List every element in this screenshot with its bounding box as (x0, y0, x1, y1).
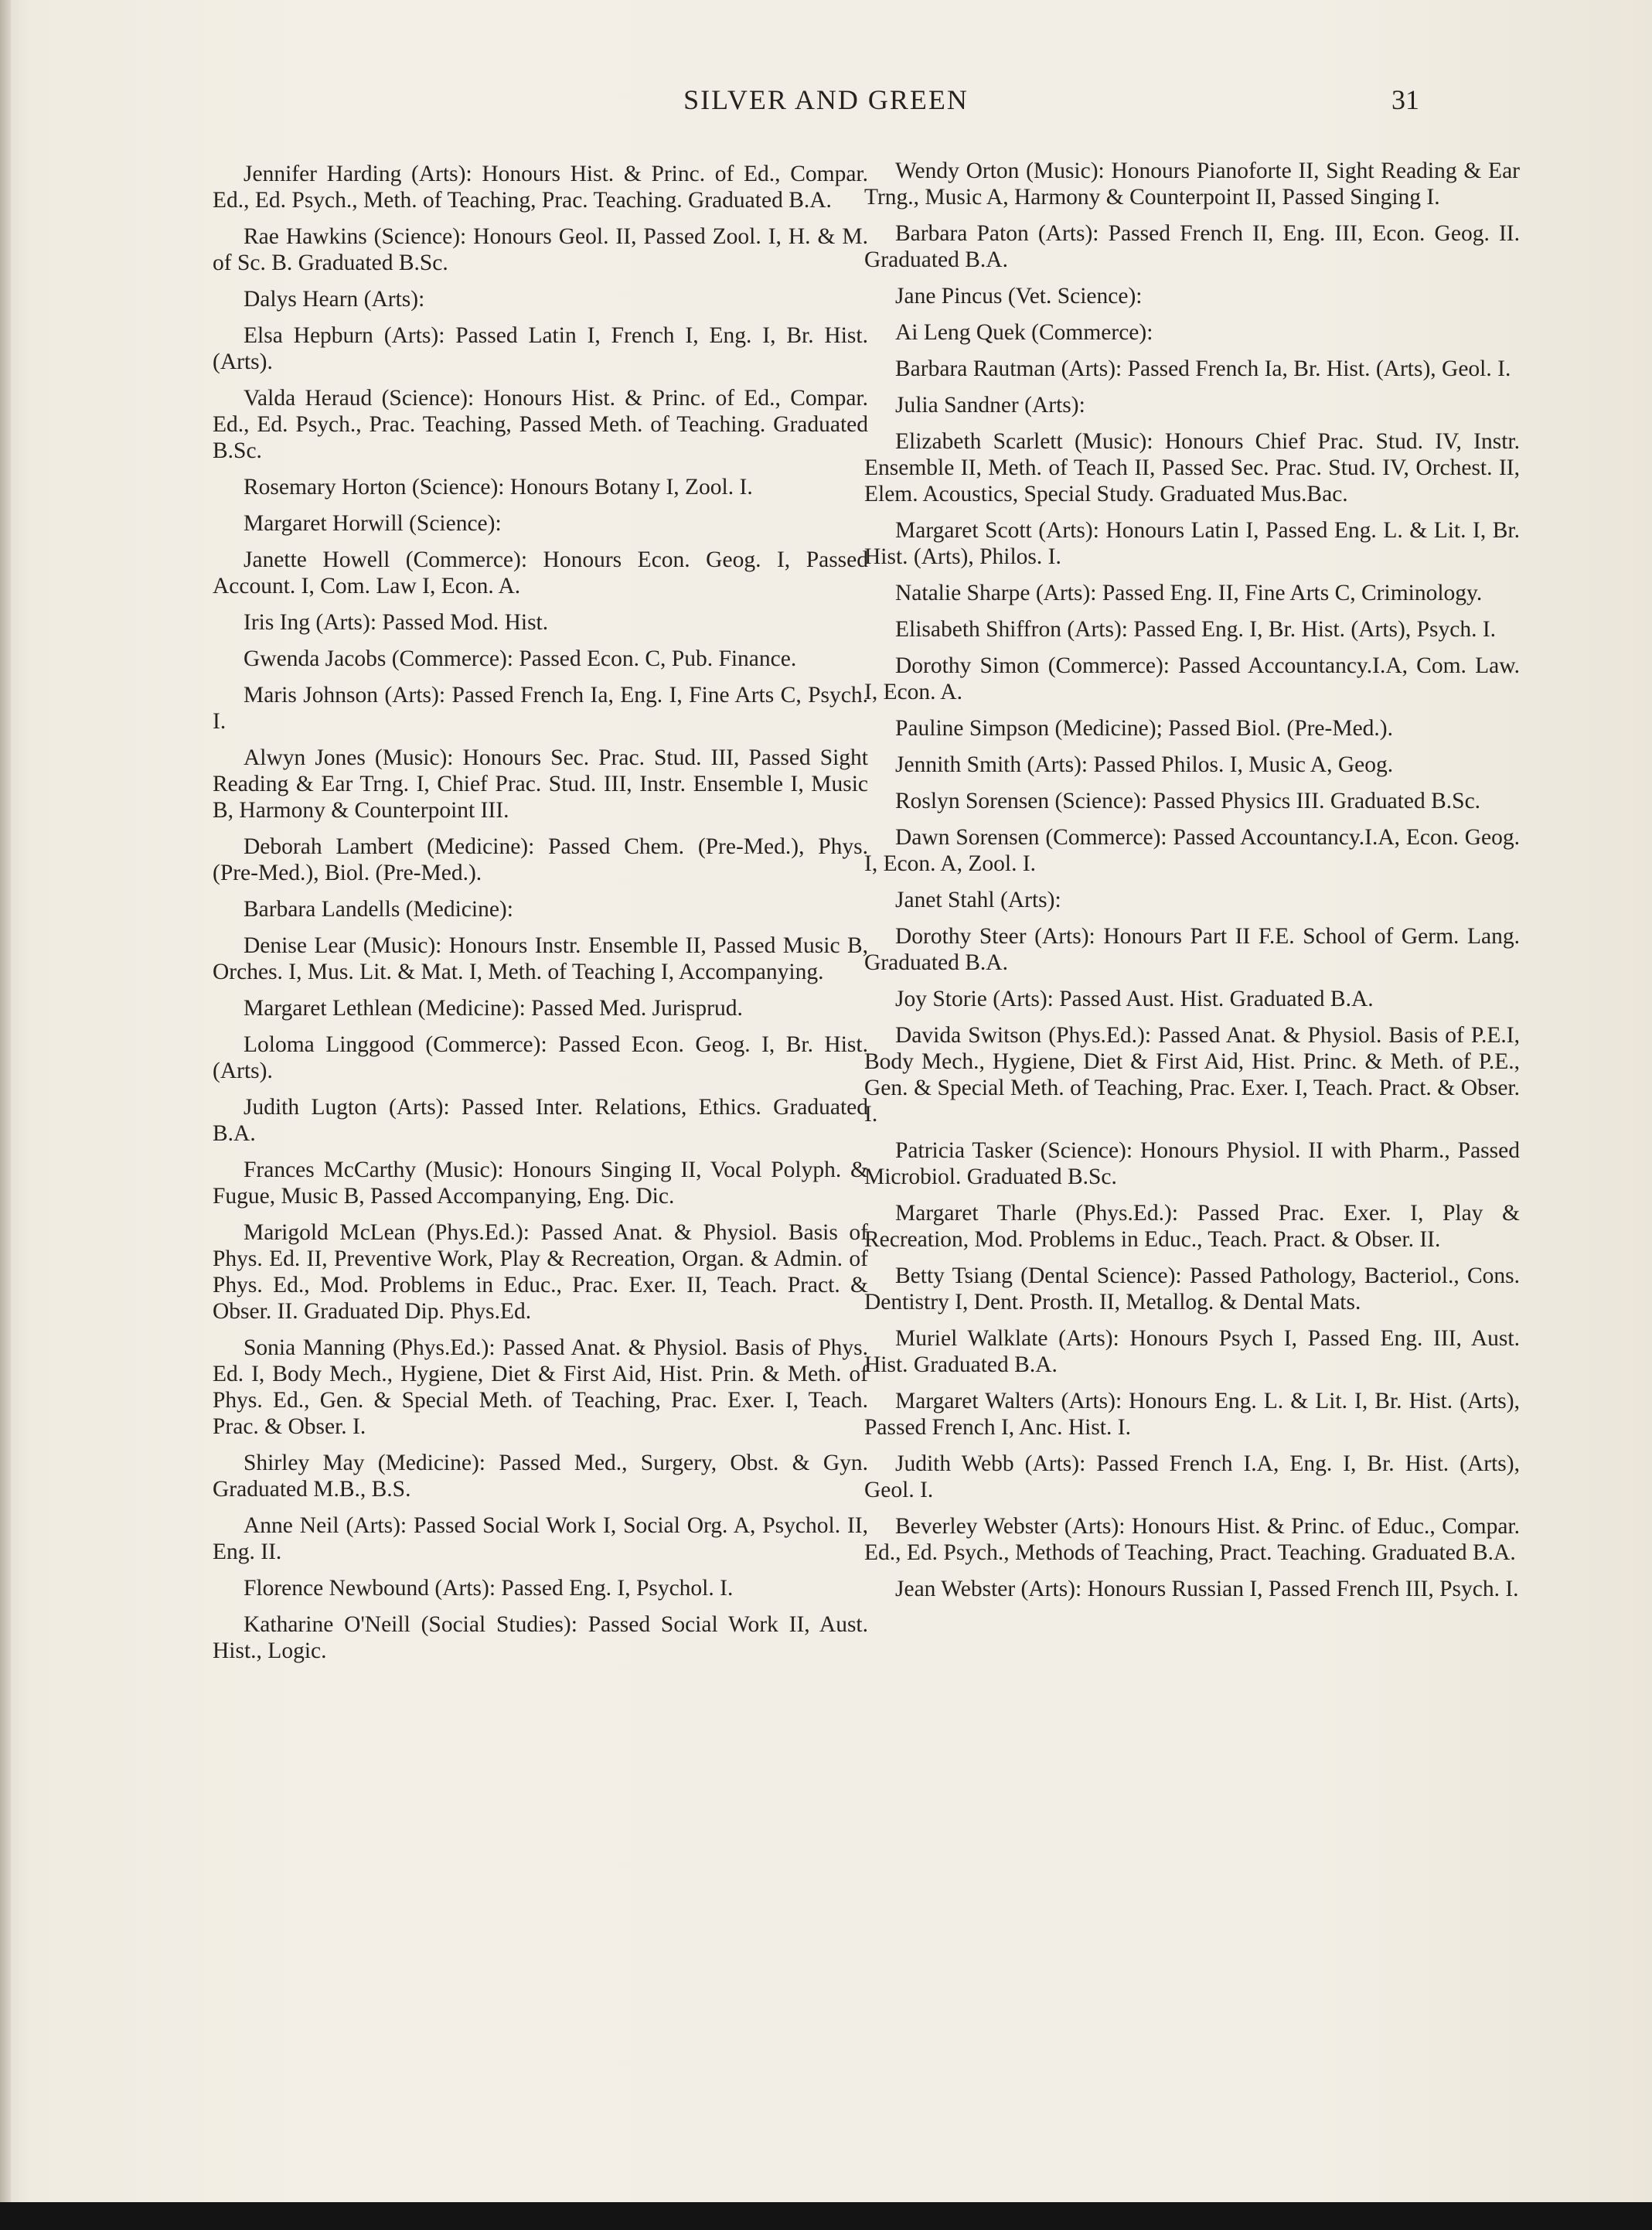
student-result-entry: Barbara Landells (Medicine): (244, 897, 513, 922)
student-result-entry: Deborah Lambert (Medicine): Passed Chem. (Pre-Med.), Phys. (Pre-Med.), Biol. (Pre-Med.). (213, 834, 868, 885)
student-result-entry: Dawn Sorensen (Commerce): Passed Accountancy.I.A, Econ. Geog. I, Econ. A, Zool. I. (864, 825, 1520, 876)
right-column (864, 158, 1520, 1612)
student-result-entry: Muriel Walklate (Arts): Honours Psych I, Passed Eng. III, Aust. Hist. Graduated B.A. (864, 1326, 1520, 1377)
student-result-entry: Beverley Webster (Arts): Honours Hist. & Princ. of Educ., Compar. Ed., Ed. Psych., Methods of Teaching, Pract. Teaching. Graduated B.A. (864, 1514, 1520, 1565)
student-result-entry: Margaret Scott (Arts): Honours Latin I, Passed Eng. L. & Lit. I, Br. Hist. (Arts), Philos. I. (864, 518, 1520, 569)
student-result-entry: Davida Switson (Phys.Ed.): Passed Anat. & Physiol. Basis of P.E.I, Body Mech., Hygiene, Diet & First Aid, Hist. Princ. & Meth. of P.E., Gen. & Special Meth. of Teaching, Prac. Exer. I, Teach. Pract. & Obser. I. (864, 1023, 1520, 1127)
student-result-entry: Betty Tsiang (Dental Science): Passed Pathology, Bacteriol., Cons. Dentistry I, Dent. Prosth. II, Metallog. & Dental Mats. (864, 1263, 1520, 1314)
student-result-entry: Gwenda Jacobs (Commerce): Passed Econ. C, Pub. Finance. (244, 646, 797, 671)
student-result-entry: Dorothy Simon (Commerce): Passed Accountancy.I.A, Com. Law. I, Econ. A. (864, 653, 1520, 704)
student-result-entry: Roslyn Sorensen (Science): Passed Physics III. Graduated B.Sc. (895, 789, 1481, 813)
left-column (213, 161, 868, 1674)
student-result-entry: Judith Lugton (Arts): Passed Inter. Relations, Ethics. Graduated B.A. (213, 1095, 868, 1146)
student-result-entry: Judith Webb (Arts): Passed French I.A, Eng. I, Br. Hist. (Arts), Geol. I. (864, 1451, 1520, 1502)
student-result-entry: Marigold McLean (Phys.Ed.): Passed Anat. & Physiol. Basis of Phys. Ed. II, Preventive Work, Play & Recreation, Organ. & Admin. of Phys. Ed., Mod. Problems in Educ., Prac. Exer. II, Teach. Pract. & Obser. II. Graduated Dip. Phys.Ed. (213, 1220, 868, 1324)
student-result-entry: Katharine O'Neill (Social Studies): Passed Social Work II, Aust. Hist., Logic. (213, 1612, 868, 1663)
student-result-entry: Valda Heraud (Science): Honours Hist. & Princ. of Ed., Compar. Ed., Ed. Psych., Prac. Teaching, Passed Meth. of Teaching. Graduated B.Sc. (213, 386, 868, 463)
student-result-entry: Jean Webster (Arts): Honours Russian I, Passed French III, Psych. I. (895, 1577, 1519, 1601)
publication-title: SILVER AND GREEN (683, 84, 969, 115)
student-result-entry: Natalie Sharpe (Arts): Passed Eng. II, Fine Arts C, Criminology. (895, 581, 1483, 605)
student-result-entry: Iris Ing (Arts): Passed Mod. Hist. (244, 610, 549, 635)
student-result-entry: Dalys Hearn (Arts): (244, 287, 425, 312)
student-result-entry: Margaret Horwill (Science): (244, 511, 502, 536)
student-result-entry: Janette Howell (Commerce): Honours Econ. Geog. I, Passed Account. I, Com. Law I, Econ. A. (213, 547, 868, 598)
student-result-entry: Patricia Tasker (Science): Honours Physiol. II with Pharm., Passed Microbiol. Graduated B.Sc. (864, 1138, 1520, 1189)
student-result-entry: Barbara Rautman (Arts): Passed French Ia, Br. Hist. (Arts), Geol. I. (895, 356, 1511, 381)
student-result-entry: Wendy Orton (Music): Honours Pianoforte II, Sight Reading & Ear Trng., Music A, Harmony & Counterpoint II, Passed Singing I. (864, 159, 1520, 210)
student-result-entry: Rosemary Horton (Science): Honours Botany I, Zool. I. (244, 475, 753, 500)
scan-bottom-border (0, 2202, 1652, 2230)
student-result-entry: Pauline Simpson (Medicine); Passed Biol. (Pre-Med.). (895, 716, 1394, 741)
student-result-entry: Joy Storie (Arts): Passed Aust. Hist. Graduated B.A. (895, 987, 1374, 1011)
running-header (0, 84, 1652, 130)
student-result-entry: Elisabeth Shiffron (Arts): Passed Eng. I, Br. Hist. (Arts), Psych. I. (895, 617, 1497, 642)
page-number: 31 (1391, 84, 1419, 115)
student-result-entry: Margaret Walters (Arts): Honours Eng. L. & Lit. I, Br. Hist. (Arts), Passed French I, Anc. Hist. I. (864, 1389, 1520, 1440)
student-result-entry: Ai Leng Quek (Commerce): (895, 320, 1153, 345)
student-result-entry: Denise Lear (Music): Honours Instr. Ensemble II, Passed Music B, Orches. I, Mus. Lit. & Mat. I, Meth. of Teaching I, Accompanying. (213, 933, 868, 984)
student-result-entry: Sonia Manning (Phys.Ed.): Passed Anat. & Physiol. Basis of Phys. Ed. I, Body Mech., Hygiene, Diet & First Aid, Hist. Prin. & Meth. of Phys. Ed., Gen. & Special Meth. of Teaching, Prac. Exer. I, Teach. Prac. & Obser. I. (213, 1335, 868, 1439)
student-result-entry: Frances McCarthy (Music): Honours Singing II, Vocal Polyph. & Fugue, Music B, Passed Accompanying, Eng. Dic. (213, 1158, 868, 1209)
student-result-entry: Dorothy Steer (Arts): Honours Part II F.E. School of Germ. Lang. Graduated B.A. (864, 924, 1520, 975)
student-result-entry: Margaret Lethlean (Medicine): Passed Med. Jurisprud. (244, 996, 743, 1021)
student-result-entry: Barbara Paton (Arts): Passed French II, Eng. III, Econ. Geog. II. Graduated B.A. (864, 221, 1520, 272)
student-result-entry: Florence Newbound (Arts): Passed Eng. I, Psychol. I. (244, 1576, 734, 1601)
student-result-entry: Rae Hawkins (Science): Honours Geol. II, Passed Zool. I, H. & M. of Sc. B. Graduated B.Sc. (213, 224, 868, 275)
student-result-entry: Maris Johnson (Arts): Passed French Ia, Eng. I, Fine Arts C, Psych. I. (213, 683, 868, 734)
student-result-entry: Anne Neil (Arts): Passed Social Work I, Social Org. A, Psychol. II, Eng. II. (213, 1513, 868, 1564)
student-result-entry: Loloma Linggood (Commerce): Passed Econ. Geog. I, Br. Hist. (Arts). (213, 1032, 868, 1083)
student-result-entry: Janet Stahl (Arts): (895, 888, 1061, 912)
student-result-entry: Jennith Smith (Arts): Passed Philos. I, Music A, Geog. (895, 752, 1394, 777)
student-result-entry: Shirley May (Medicine): Passed Med., Surgery, Obst. & Gyn. Graduated M.B., B.S. (213, 1451, 868, 1502)
student-result-entry: Elsa Hepburn (Arts): Passed Latin I, French I, Eng. I, Br. Hist. (Arts). (213, 323, 868, 374)
page-binding-edge (0, 0, 11, 2230)
student-result-entry: Margaret Tharle (Phys.Ed.): Passed Prac. Exer. I, Play & Recreation, Mod. Problems in Educ., Teach. Pract. & Obser. II. (864, 1201, 1520, 1252)
student-result-entry: Elizabeth Scarlett (Music): Honours Chief Prac. Stud. IV, Instr. Ensemble II, Meth. of Teach II, Passed Sec. Prac. Stud. IV, Orchest. II, Elem. Acoustics, Special Study. Graduated Mus.Bac. (864, 429, 1520, 506)
student-result-entry: Julia Sandner (Arts): (895, 393, 1085, 418)
student-result-entry: Jennifer Harding (Arts): Honours Hist. & Princ. of Ed., Compar. Ed., Ed. Psych., Meth. of Teaching, Prac. Teaching. Graduated B.A. (213, 162, 868, 213)
student-result-entry: Jane Pincus (Vet. Science): (895, 284, 1143, 309)
student-result-entry: Alwyn Jones (Music): Honours Sec. Prac. Stud. III, Passed Sight Reading & Ear Trng. I, Chief Prac. Stud. III, Instr. Ensemble I, Music B, Harmony & Counterpoint III. (213, 745, 868, 823)
